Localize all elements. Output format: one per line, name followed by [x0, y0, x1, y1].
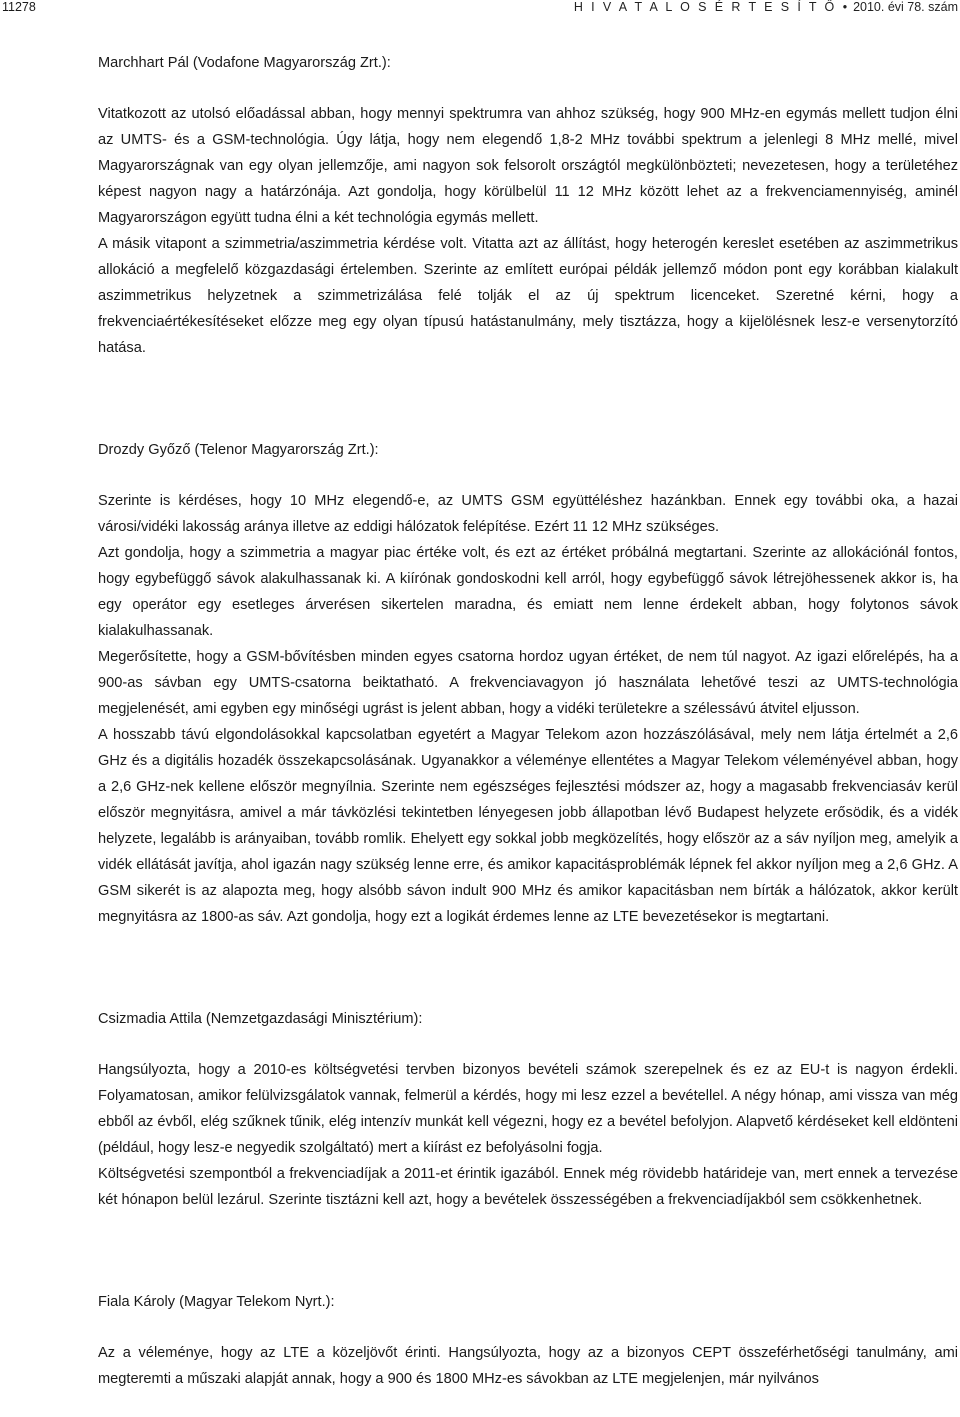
speaker-name: Drozdy Győző (Telenor Magyarország Zrt.): [98, 442, 379, 458]
paragraph: A másik vitapont a szimmetria/aszimmetria kérdése volt. Vitatta azt az állítást, hogy heterogén kereslet esetében az aszimmetrikus allokáció a megfelelő közgazdasági értelemben. Szerinte az említett európai példák jellemző módon pont egy korábban kialakult aszimmetrikus helyzetnek a szimmetrizálása felé tolják el az új spektrum licenceket. Szeretné kérni, hogy a frekvenciaértékesítéseket előzze meg egy olyan típusú hatástanulmány, mely tisztázza, hogy a kijelölésnek lesz-e versenytorzító hatása. [98, 236, 958, 356]
speaker-name: Fiala Károly (Magyar Telekom Nyrt.): [98, 1294, 335, 1310]
paragraph: Költségvetési szempontból a frekvenciadíjak a 2011-et érintik igazából. Ennek még rövidebb határideje van, mert ennek a tervezése két hónapon belül lezárul. Szerinte tisztázni kell azt, hogy a bevételek összességében a frekvenciadíjakból sem csökkenhetnek. [98, 1166, 958, 1208]
speaker-name: Marchhart Pál (Vodafone Magyarország Zrt.): [98, 55, 391, 71]
page-number: 11278 [2, 0, 36, 14]
speaker-section [98, 1289, 958, 1392]
speaker-section [98, 437, 958, 930]
running-title [574, 0, 958, 14]
paragraph: Hangsúlyozta, hogy a 2010-es költségvetési tervben bizonyos bevételi számok szerepelnek és ez az EU-t is nagyon érdekli. Folyamatosan, amikor felülvizsgálatok vannak, felmerül a kérdés, hogy mi lesz ezzel a bevétellel. A négy hónap, ami vissza van még ebből az évből, elég szűknek tűnik, elég intenzív munkát kell végezni, hogy ez a bevétel befolyjon. Alapvető kérdéseket kell eldönteni (például, hogy lesz-e negyedik szolgáltató) mert a kiírást ez befolyásolni fogja. [98, 1062, 958, 1156]
issue-label: 2010. évi 78. szám [853, 0, 958, 14]
page-header [0, 0, 960, 14]
paragraph: A hosszabb távú elgondolásokkal kapcsolatban egyetért a Magyar Telekom azon hozzászólásával, mely nem látja értelmét a 2,6 GHz és a digitális hozadék összekapcsolásának. Ugyanakkor a véleménye ellentétes a Magyar Telekom véleményével abban, hogy a 2,6 GHz-nek kellene először megnyílnia. Szerinte nem egészséges fejlesztési módszer az, hogy a magasabb frekvenciasáv kerül először megnyitásra, amivel a már távközlési tekintetben lényegesen jobb állapotban lévő Budapest helyzete erősödik, és a vidék helyzete, legalább is arányaiban, tovább romlik. Ehelyett egy sokkal jobb megközelítés, hogy először az a sáv nyíljon meg, amelyik a vidék ellátását javítja, ahol igazán nagy szükség lenne erre, és amikor kapacitásproblémák lépnek fel akkor nyíljon meg a 2,6 GHz. A GSM sikerét is az alapozta meg, hogy alsóbb sávon indult 900 MHz és amikor kapacitásban nem bírták a hálózatok, akkor került megnyitásra az 1800-as sáv. Azt gondolja, hogy ezt a logikát érdemes lenne az LTE bevezetésekor is megtartani. [98, 727, 958, 925]
paragraph: Azt gondolja, hogy a szimmetria a magyar piac értéke volt, és ezt az értéket próbálná megtartani. Szerinte az allokációnál fontos, hogy egybefüggő sávok alakulhassanak ki. A kiírónak gondoskodni kell arról, hogy egybefüggő sávok létrejöhessenek akkor is, ha egy operátor egy esetleges árverésen sikertelen maradna, és emiatt nem lenne érdekelt abban, hogy folytonos sávok kialakulhassanak. [98, 545, 958, 639]
bullet-separator: • [842, 0, 848, 14]
speaker-name: Csizmadia Attila (Nemzetgazdasági Minisztérium): [98, 1011, 423, 1027]
paragraph: Szerinte is kérdéses, hogy 10 MHz elegendő-e, az UMTS GSM együttéléshez hazánkban. Ennek egy további oka, a hazai városi/vidéki lakosság aránya illetve az eddigi hálózatok felépítése. Ezért 11 12 MHz szükséges. [98, 493, 958, 535]
paragraph: Az a véleménye, hogy az LTE a közeljövőt érinti. Hangsúlyozta, hogy az a bizonyos CEPT összeférhetőségi tanulmány, ami megteremti a műszaki alapját annak, hogy a 900 és 1800 MHz-es sávokban az LTE megjelenjen, már nyilvános [98, 1345, 958, 1387]
journal-name: H I V A T A L O S É R T E S Í T Ő [573, 0, 837, 14]
speaker-section [98, 1006, 958, 1213]
paragraph: Megerősítette, hogy a GSM-bővítésben minden egyes csatorna hordoz ugyan értéket, de nem túl nagyot. Az igazi előrelépés, ha a 900-as sávban egy UMTS-csatorna beiktatható. A frekvenciavagyon jó használata lehetővé teszi az UMTS-technológia megjelenését, ami egyben egy minőségi ugrást is jelent abban, hogy a vidéki területekre a szélessávú átvitel eljusson. [98, 649, 958, 717]
speaker-section [98, 50, 958, 361]
paragraph: Vitatkozott az utolsó előadással abban, hogy mennyi spektrumra van ahhoz szükség, hogy 900 MHz-en egymás mellett tudjon élni az UMTS- és a GSM-technológia. Úgy látja, hogy nem elegendő 1,8-2 MHz további spektrum a jelenlegi 8 MHz mellé, mivel Magyarországnak van egy olyan jellemzője, ami nagyon sok felsorolt országtól megkülönbözteti; nevezetesen, hogy a területéhez képest nagyon nagy a határzónája. Azt gondolja, hogy körülbelül 11 12 MHz között lehet az a frekvenciamennyiség, aminél Magyarországon együtt tudna élni a két technológia egymás mellett. [98, 106, 958, 226]
document-body [98, 50, 958, 1392]
